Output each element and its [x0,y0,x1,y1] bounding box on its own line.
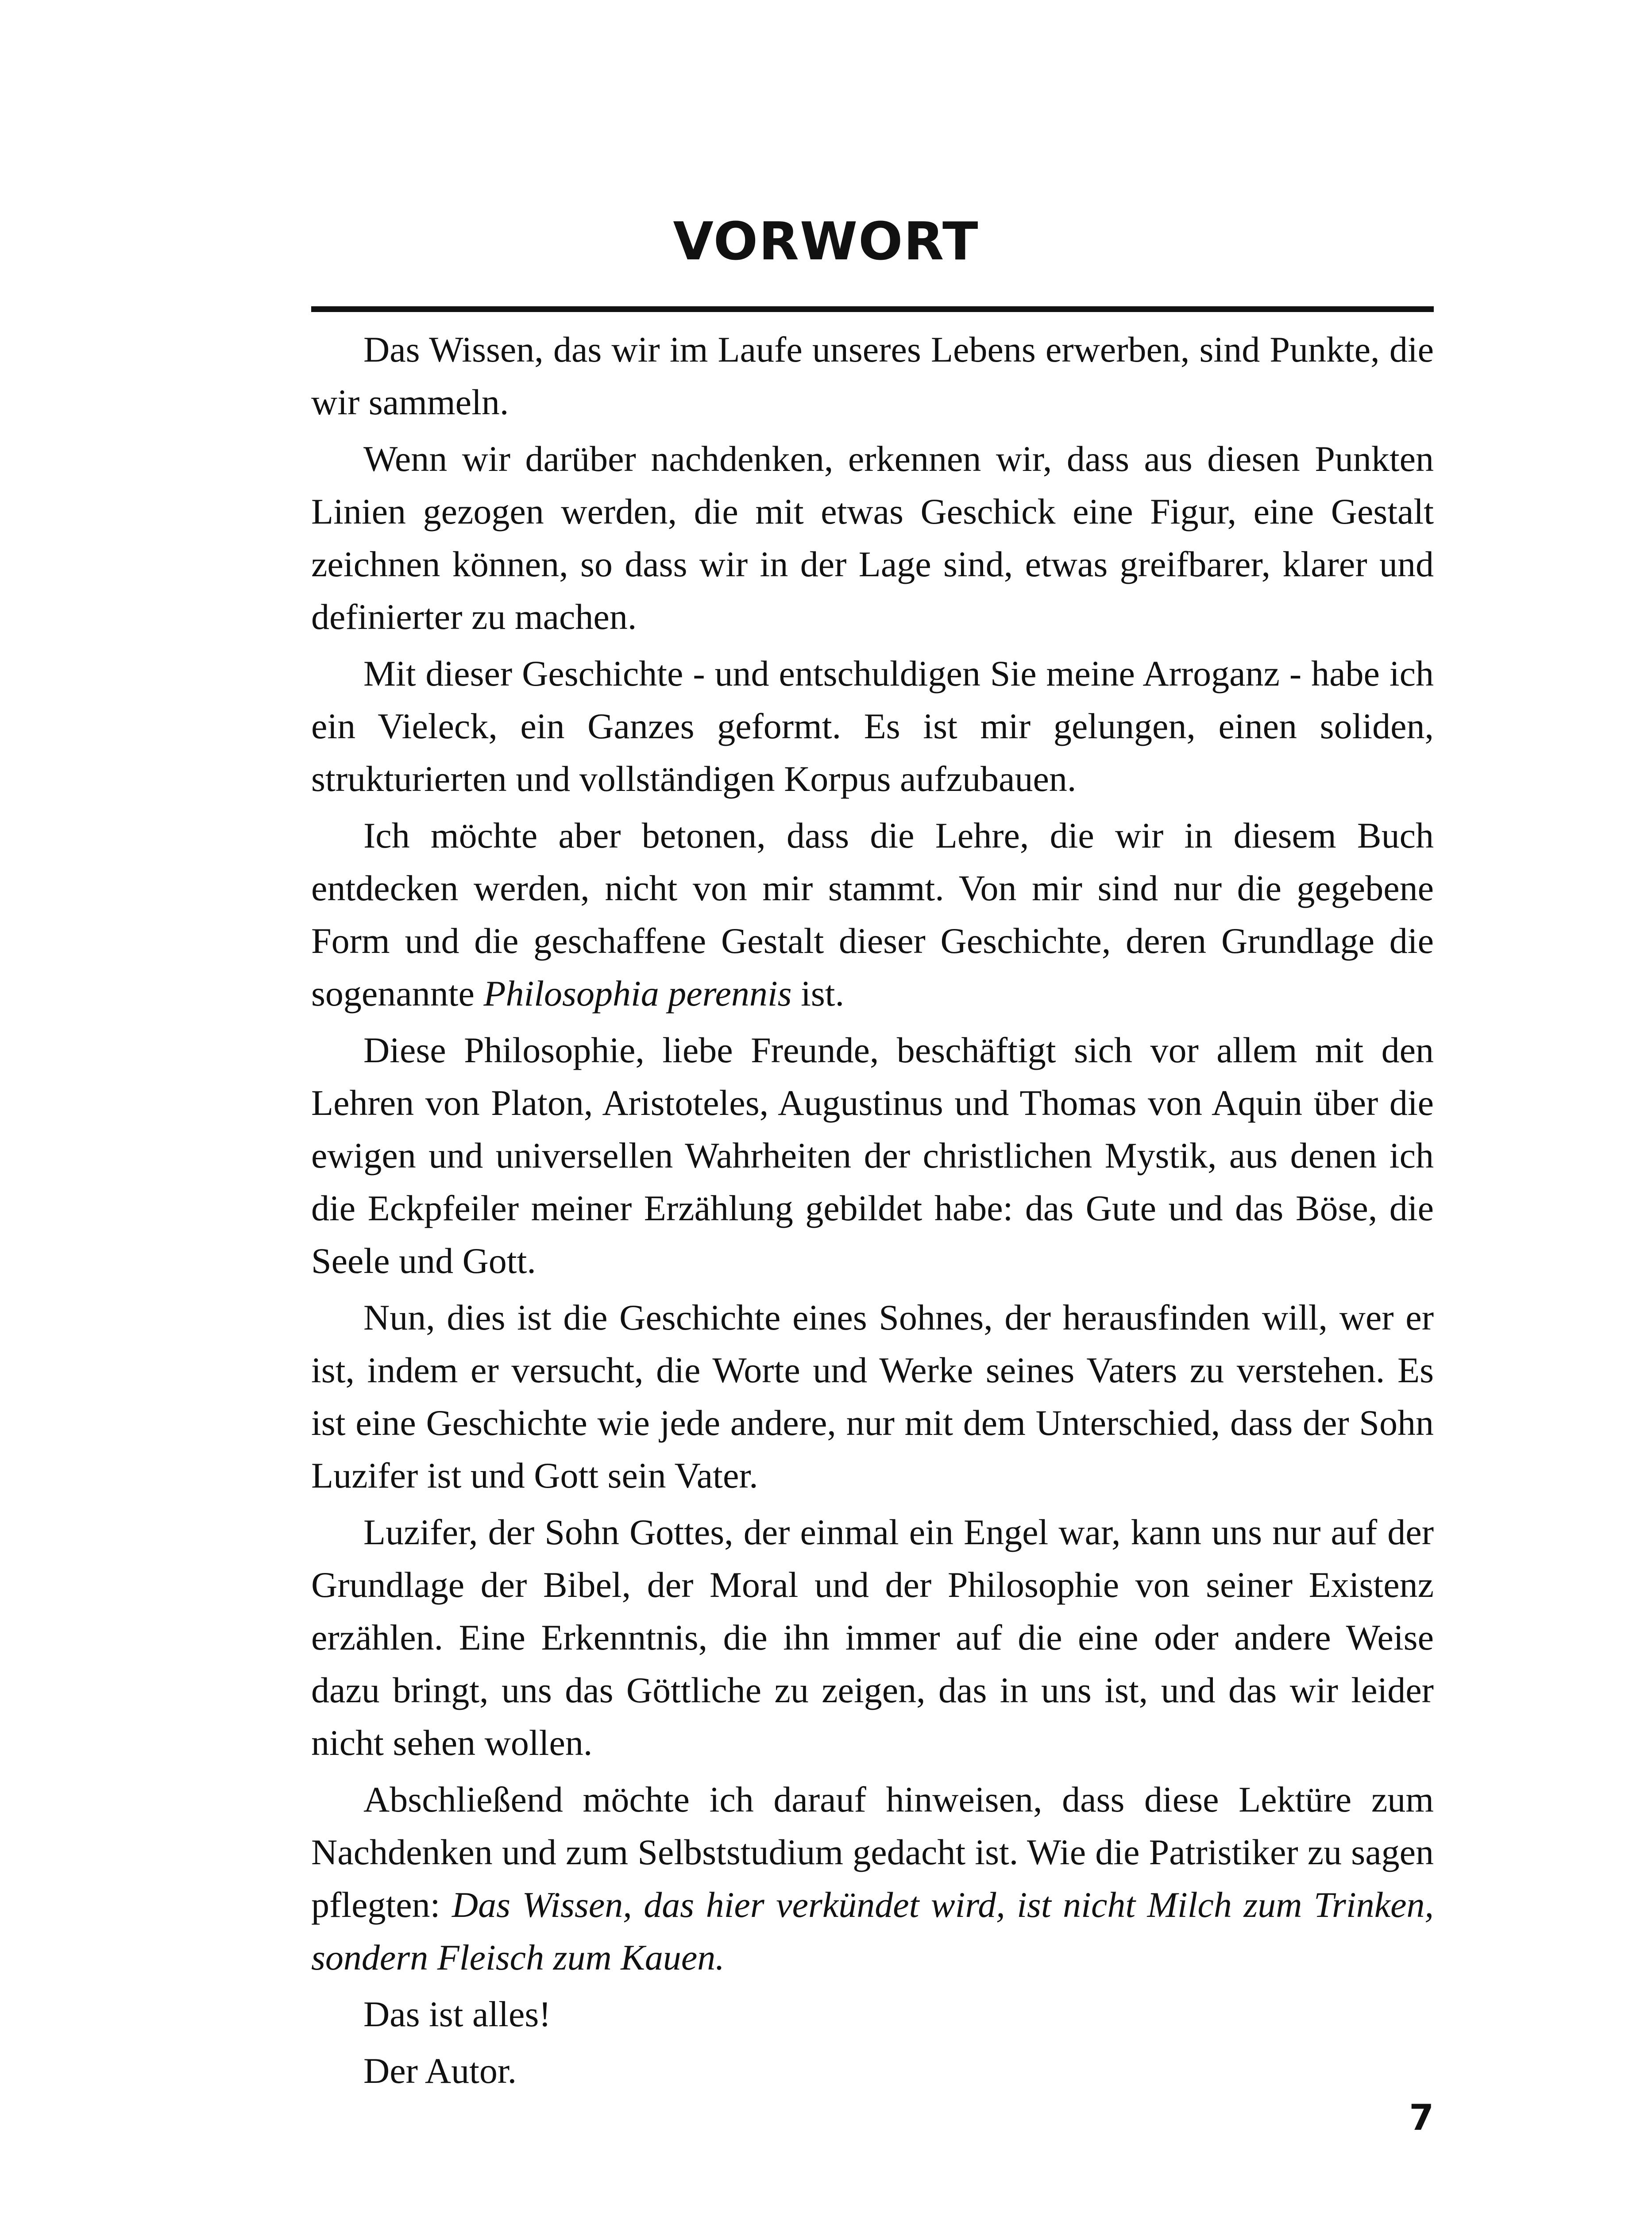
paragraph: Das Wissen, das wir im Laufe unseres Lebens erwerben, sind Punkte, die wir sammeln. [311,329,1434,422]
paragraph [311,809,1434,1020]
paragraph: Das ist alles! [363,1994,551,2034]
paragraph: Mit dieser Geschichte - und entschuldigen Sie meine Arroganz - habe ich ein Vieleck, ein Ganzes geformt. Es ist mir gelungen, einen soliden, strukturierten und vollständigen Korpus aufzubauen. [311,653,1434,799]
paragraph-text: Abschließend möchte ich darauf hinweisen, dass diese Lektüre zum Nachdenken und zum Selbststudium gedacht ist. Wie die Patristiker zu sagen pflegten: [311,1779,1434,1925]
foreword-body [311,323,1434,2101]
paragraph-text: Ich möchte aber betonen, dass die Lehre, die wir in diesem Buch entdecken werden, nicht von mir stammt. Von mir sind nur die gegebene Form und die geschaffene Gestalt dieser Geschichte, deren Grundlage die sogenannte [311,815,1434,1014]
paragraph: Diese Philosophie, liebe Freunde, beschäftigt sich vor allem mit den Lehren von Platon, Aristoteles, Augustinus und Thomas von Aquin über die ewigen und universellen Wahrheiten der christlichen Mystik, aus denen ich die Eckpfeiler meiner Erzählung gebildet habe: das Gute und das Böse, die Seele und Gott. [311,1030,1434,1281]
italic-term: Philosophia perennis [483,973,792,1014]
heading-rule [311,306,1434,312]
italic-quote: Das Wissen, das hier verkündet wird, ist nicht Milch zum Trinken, sondern Fleisch zum Kauen. [311,1885,1434,1978]
paragraph-text: ist. [791,973,845,1014]
paragraph [311,1773,1434,1984]
page-number: 7 [1409,2097,1434,2138]
paragraph: Luzifer, der Sohn Gottes, der einmal ein Engel war, kann uns nur auf der Grundlage der Bibel, der Moral und der Philosophie von seiner Existenz erzählen. Eine Erkenntnis, die ihn immer auf die eine oder andere Weise dazu bringt, uns das Göttliche zu zeigen, das in uns ist, und das wir leider nicht sehen wollen. [311,1512,1434,1763]
chapter-heading: VORWORT [673,211,979,272]
paragraph: Der Autor. [363,2051,517,2091]
paragraph: Wenn wir darüber nachdenken, erkennen wir, dass aus diesen Punkten Linien gezogen werden, die mit etwas Geschick eine Figur, eine Gestalt zeichnen können, so dass wir in der Lage sind, etwas greifbarer, klarer und definierter zu machen. [311,439,1434,637]
paragraph: Nun, dies ist die Geschichte eines Sohnes, der herausfinden will, wer er ist, indem er versucht, die Worte und Werke seines Vaters zu verstehen. Es ist eine Geschichte wie jede andere, nur mit dem Unterschied, dass der Sohn Luzifer ist und Gott sein Vater. [311,1297,1434,1496]
